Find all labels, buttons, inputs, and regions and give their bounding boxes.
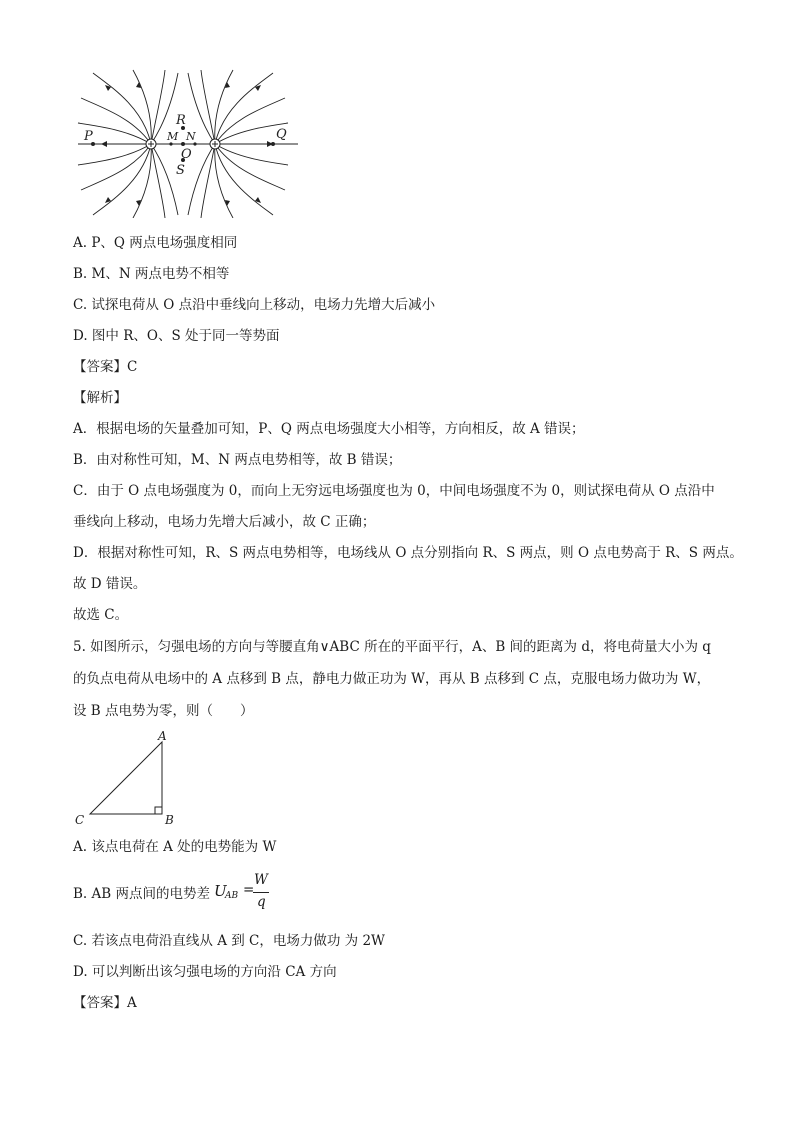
triangle-abc bbox=[90, 742, 162, 814]
q5-option-b-prefix: B. AB 两点间的电势差 bbox=[73, 886, 210, 902]
q5-option-a: A. 该点电荷在 A 处的电势能为 W bbox=[73, 839, 277, 855]
q4-option-c: C. 试探电荷从 O 点沿中垂线向上移动，电场力先增大后减小 bbox=[73, 297, 436, 313]
q5-stem-line: 5. 如图所示，匀强电场的方向与等腰直角∨ABC 所在的平面平行，A、B 间的距离为 d，将电荷量大小为 q bbox=[73, 639, 711, 655]
equals-sign: = bbox=[243, 882, 255, 898]
fraction-bar bbox=[253, 892, 269, 893]
q4-analysis-heading: 【解析】 bbox=[73, 390, 127, 406]
label-A: A bbox=[158, 729, 167, 743]
label-O: O bbox=[181, 147, 192, 162]
voltage-symbol: U bbox=[214, 882, 227, 900]
label-C: C bbox=[75, 813, 85, 827]
right-angle-mark bbox=[155, 807, 162, 814]
q4-analysis-line: 垂线向上移动，电场力先增大后减小，故 C 正确； bbox=[73, 514, 376, 530]
triangle-figure bbox=[70, 728, 190, 828]
q4-analysis-line: 故 D 错误。 bbox=[73, 576, 147, 592]
label-R: R bbox=[176, 113, 186, 128]
label-B: B bbox=[165, 813, 174, 827]
label-P: P bbox=[84, 129, 93, 144]
field-lines bbox=[78, 70, 298, 218]
label-S: S bbox=[176, 163, 185, 178]
q5-option-c: C. 若该点电荷沿直线从 A 到 C，电场力做功 为 2W bbox=[73, 933, 385, 949]
fraction-numerator: W bbox=[254, 872, 268, 888]
q4-analysis-line: D．根据对称性可知，R、S 两点电势相等，电场线从 O 点分别指向 R、S 两点，则 O 点电势高于 R、S 两点。 bbox=[73, 545, 743, 561]
q5-stem-line: 的负点电荷从电场中的 A 点移到 B 点，静电力做正功为 W，再从 B 点移到 C 点，克服电场力做功为 W， bbox=[73, 671, 711, 687]
field-lines-figure bbox=[73, 68, 303, 218]
q4-analysis-line: B．由对称性可知，M、N 两点电势相等，故 B 错误； bbox=[73, 452, 402, 468]
q5-option-d: D. 可以判断出该匀强电场的方向沿 CA 方向 bbox=[73, 964, 337, 980]
q5-stem-line: 设 B 点电势为零，则（ ） bbox=[73, 703, 254, 719]
q4-option-d: D. 图中 R、O、S 处于同一等势面 bbox=[73, 328, 280, 344]
q4-option-b: B. M、N 两点电势不相等 bbox=[73, 266, 230, 282]
q4-answer: 【答案】C bbox=[73, 359, 138, 375]
label-Q: Q bbox=[276, 127, 287, 142]
fraction-denominator: q bbox=[257, 894, 266, 910]
label-M: M bbox=[167, 130, 179, 143]
q4-analysis-line: C．由于 O 点电场强度为 0，而向上无穷远电场强度也为 0，中间电场强度不为 0，则试探电荷从 O 点沿中 bbox=[73, 483, 715, 499]
voltage-subscript: AB bbox=[225, 891, 239, 901]
q4-option-a: A. P、Q 两点电场强度相同 bbox=[73, 235, 238, 251]
label-N: N bbox=[186, 130, 196, 143]
q5-answer: 【答案】A bbox=[73, 995, 137, 1011]
q4-analysis-line: A．根据电场的矢量叠加可知，P、Q 两点电场强度大小相等，方向相反，故 A 错误； bbox=[73, 421, 585, 437]
q4-analysis-line: 故选 C。 bbox=[73, 607, 129, 623]
